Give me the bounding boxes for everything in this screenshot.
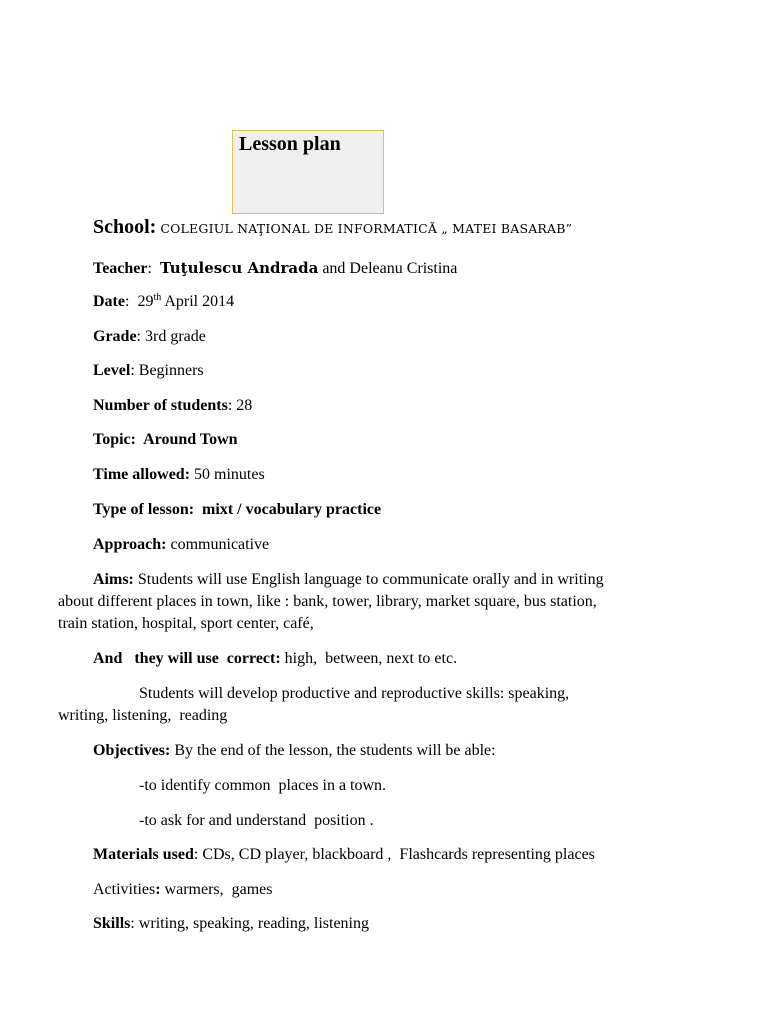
grade-line: [93, 327, 206, 347]
date-label: Date: [93, 293, 125, 310]
materials-label: Materials used: [93, 846, 194, 863]
grade-value: : 3rd grade: [136, 328, 206, 345]
grade-label: Grade: [93, 328, 137, 345]
activities-label: Activities: [93, 881, 156, 898]
aims-text-3: train station, hospital, sport center, café,: [58, 615, 314, 632]
objectives-value: By the end of the lesson, the students will be able:: [170, 742, 496, 759]
aims-text-1: Students will use English language to communicate orally and in writing: [133, 571, 604, 588]
type-label: Type of lesson: mixt / vocabulary practice: [93, 501, 382, 518]
students-value: : 28: [227, 397, 253, 414]
teacher-colon: :: [147, 260, 152, 277]
skills-dev-text-2: writing, listening, reading: [58, 707, 228, 724]
date-line: [93, 292, 234, 312]
school-name: COLEGIUL NAŢIONAL DE INFORMATICĂ „ MATEI BASARAB”: [160, 221, 573, 236]
teacher-name-a: Tuţulescu Andrada: [159, 259, 319, 277]
materials-value: : CDs, CD player, blackboard , Flashcards representing places: [193, 846, 595, 863]
teacher-line: [93, 258, 457, 279]
aims-line-1: [93, 570, 604, 590]
and-label: And they will use correct:: [93, 650, 281, 667]
skills-line: [93, 914, 369, 934]
skills-dev-line-2: [58, 706, 227, 726]
materials-line: [93, 845, 595, 865]
time-line: [93, 465, 265, 485]
skills-label: Skills: [93, 915, 131, 932]
activities-value: warmers, games: [160, 881, 273, 898]
date-rest: April 2014: [161, 293, 235, 310]
and-line: [93, 649, 457, 669]
aims-label: Aims:: [93, 571, 134, 588]
date-colon: :: [124, 293, 130, 310]
topic-label: Topic: Around Town: [93, 431, 238, 448]
aims-line-3: [58, 614, 314, 634]
school-label: School:: [93, 216, 157, 238]
aims-line-2: [58, 592, 597, 612]
level-value: : Beginners: [130, 362, 204, 379]
approach-line: [93, 535, 269, 555]
activities-line: [93, 880, 273, 900]
level-line: [93, 361, 204, 381]
objectives-line: [93, 741, 496, 761]
approach-label: Approach:: [93, 536, 167, 553]
date-sup: th: [153, 292, 162, 303]
skills-dev-text-1: Students will develop productive and reproductive skills: speaking,: [139, 685, 570, 702]
approach-value: communicative: [166, 536, 270, 553]
teacher-label: Teacher: [93, 260, 148, 277]
aims-text-2: about different places in town, like : bank, tower, library, market square, bus station,: [58, 593, 597, 610]
objectives-label: Objectives:: [93, 742, 171, 759]
lesson-plan-title: Lesson plan: [239, 133, 341, 155]
skills-value: : writing, speaking, reading, listening: [130, 915, 369, 932]
objective-item-2: [139, 811, 374, 831]
objective-item-1: [139, 776, 386, 796]
type-line: [93, 500, 381, 520]
objective-text-1: -to identify common places in a town.: [139, 777, 387, 794]
students-line: [93, 396, 252, 416]
skills-dev-line-1: [139, 684, 569, 704]
objective-text-2: -to ask for and understand position .: [139, 812, 374, 829]
students-label: Number of students: [93, 397, 228, 414]
school-line: [93, 217, 572, 239]
activities-colon: :: [155, 881, 161, 898]
date-day: 29: [137, 293, 154, 310]
teacher-rest: and Deleanu Cristina: [318, 260, 458, 277]
time-label: Time allowed:: [93, 466, 191, 483]
level-label: Level: [93, 362, 131, 379]
topic-line: [93, 430, 238, 450]
title-box: [232, 130, 384, 214]
time-value: 50 minutes: [190, 466, 265, 483]
and-value: high, between, next to etc.: [280, 650, 458, 667]
